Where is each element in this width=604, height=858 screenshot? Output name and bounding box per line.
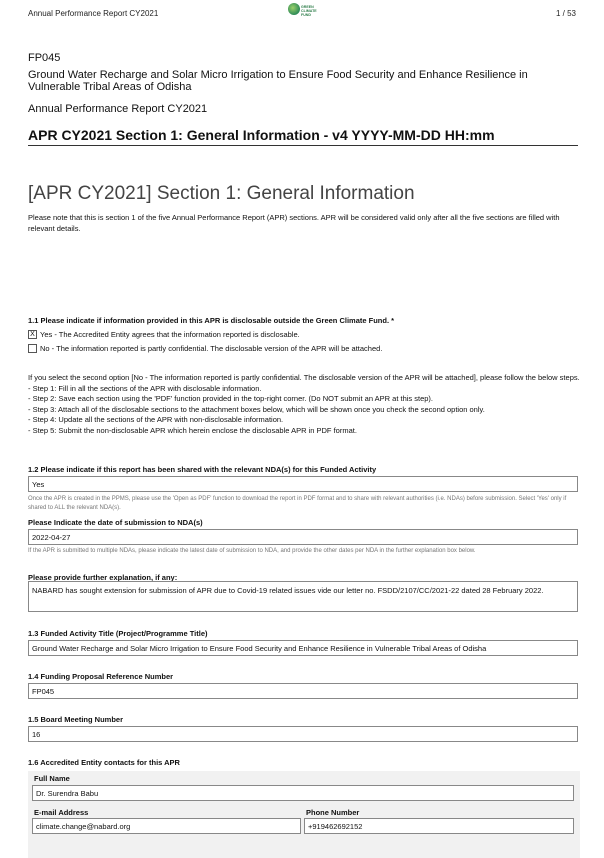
phone-field[interactable]: +919462692152 (304, 818, 574, 834)
checkbox-yes[interactable]: X (28, 330, 37, 339)
board-meeting-field[interactable]: 16 (28, 726, 578, 742)
logo-line: GREEN (301, 5, 314, 9)
instruction-line: - Step 1: Fill in all the sections of the APR with disclosable information. (28, 383, 262, 393)
section-divider (28, 145, 578, 146)
logo-line: CLIMATE (301, 8, 317, 13)
full-name-label: Full Name (34, 774, 70, 783)
globe-icon (288, 3, 300, 15)
header-report-name: Annual Performance Report CY2021 (28, 9, 159, 18)
report-name: Annual Performance Report CY2021 (28, 103, 208, 115)
full-name-field[interactable]: Dr. Surendra Babu (32, 785, 574, 801)
option-yes-label: Yes - The Accredited Entity agrees that the information reported is disclosable. (40, 330, 300, 339)
explanation-label: Please provide further explanation, if any: (28, 573, 178, 582)
section-heading: APR CY2021 Section 1: General Information - v4 YYYY-MM-DD HH:mm (28, 127, 495, 143)
option-no[interactable] (28, 344, 382, 353)
proposal-ref-field[interactable]: FP045 (28, 683, 578, 699)
instruction-line: If you select the second option [No - The information reported is partly confidential. The disclosable version of the APR will be attached], please follow the below steps. (28, 373, 580, 382)
instruction-line: - Step 4: Update all the sections of the APR with non-disclosable information. (28, 415, 284, 424)
nda-date-field[interactable]: 2022-04-27 (28, 529, 578, 545)
project-code: FP045 (28, 52, 61, 64)
nda-date-label: Please Indicate the date of submission to NDA(s) (28, 518, 203, 527)
page-title: [APR CY2021] Section 1: General Information (28, 183, 415, 204)
explanation-field[interactable]: NABARD has sought extension for submission of APR due to Covid-19 related issues vide our letter no. FSDD/2107/CC/2021-22 dated 28 February 2022. (28, 581, 578, 612)
q1-label: 1.1 Please indicate if information provided in this APR is disclosable outside the Green Climate Fund. * (28, 316, 395, 325)
page-number: 1 / 53 (555, 9, 576, 18)
phone-label: Phone Number (306, 808, 360, 817)
option-yes[interactable] (28, 330, 300, 339)
q4-label: 1.4 Funding Proposal Reference Number (28, 672, 174, 681)
email-label: E-mail Address (34, 808, 89, 817)
checkbox-no[interactable] (28, 344, 37, 353)
option-no-label: No - The information reported is partly confidential. The disclosable version of the APR will be attached. (40, 344, 383, 353)
gcf-logo (288, 3, 318, 25)
activity-title-field[interactable]: Ground Water Recharge and Solar Micro Irrigation to Ensure Food Security and Enhance Resilience in Vulnerable Tribal Areas of Odisha (28, 640, 578, 656)
nda-shared-field[interactable]: Yes (28, 476, 578, 492)
q3-label: 1.3 Funded Activity Title (Project/Programme Title) (28, 629, 208, 638)
email-field[interactable]: climate.change@nabard.org (32, 818, 301, 834)
project-title: Ground Water Recharge and Solar Micro Irrigation to Ensure Food Security and Enhance Resilience in Vulnerable Tribal Areas of Odisha (28, 69, 528, 93)
logo-line: FUND (301, 12, 311, 17)
instruction-line: - Step 5: Submit the non-disclosable APR which herein enclose the disclosable APR in PDF format. (28, 425, 357, 435)
q2-label: 1.2 Please indicate if this report has been shared with the relevant NDA(s) for this Funded Activity (28, 465, 377, 474)
q6-label: 1.6 Accredited Entity contacts for this APR (28, 758, 180, 767)
intro-text: Please note that this is section 1 of the five Annual Performance Report (APR) sections. APR will be considered valid only after all the five sections are filled with relevant details. (28, 213, 560, 233)
nda-date-hint: If the APR is submitted to multiple NDAs, please indicate the latest date of submission to NDA, and provide the other dates per NDA in the further explanation box below. (28, 548, 476, 554)
nda-shared-hint: Once the APR is created in the PPMS, please use the 'Open as PDF' function to download the report in PDF format and to share with relevant authorities (i.e. NDAs) before submission. Select 'Yes' only if shared to ALL the relevant NDA(s). (28, 496, 567, 511)
instruction-line: - Step 3: Attach all of the disclosable sections to the attachment boxes below, which will be shown once you check the second option only. (28, 404, 485, 414)
instruction-line: - Step 2: Save each section using the 'PDF' function provided in the top-right corner. (Do NOT submit an APR at this step). (28, 394, 434, 403)
instructions (28, 373, 580, 436)
q5-label: 1.5 Board Meeting Number (28, 715, 124, 724)
